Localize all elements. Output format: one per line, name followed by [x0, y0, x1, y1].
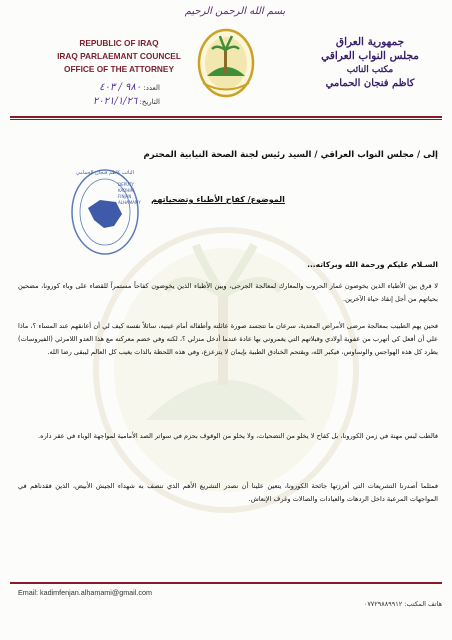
phone-number: ٠٧٧٢٩٨٨٩٩١٢: [363, 600, 403, 608]
letterhead-ar-line-1: جمهورية العراق: [335, 36, 405, 48]
parliament-logo: [197, 28, 255, 98]
email-label: Email:: [18, 588, 38, 597]
stamp-text-en: DEPUTY KADHIM FINJAN ALHAMAMY: [118, 182, 141, 205]
letterhead-en-line-1: REPUBLIC OF IRAQ: [79, 38, 159, 48]
basmala: بسم الله الرحمن الرحيم: [184, 6, 286, 17]
header-divider-thin: [10, 119, 442, 120]
paragraph-4: فمثلما أصدرنا التشريعات التي أفرزتها جائحة الكورونا، يتعين علينا أن نصدر التشريع الأهم الذي تنصف به شهداء الجيش الأبيض، الذين فقدناهم في المواجهات المرعبة داخل الردهات والعيادات والصالات وغرف الإنعاش.: [18, 482, 438, 504]
paragraph-2: فحين يهم الطبيب بمعالجة مرضى الأمراض المعدية، سرعان ما تتجسد صورة عائلته وأطفاله أمام عينيه، سائلاً نفسه كيف لي أن أعانقهم عند المساء ؟، ماذا علي أن أفعل كي أتهرب من عفوية أولادي وقبلاتهم التي يغمروني بها عادة عندما أدخل منزلي ؟، لكنه وفي خضم معركته مع هذا العدو اللامرئي (الفيروسات) يطرد كل هذه الهواجس والوساوس، فيكبر الله، ويقتحم الخنادق الطبية بإيمان لا يتزعزع، وفي هذه اللحظة بالذات يغيب كل العالم ليبقى رضا الله.: [18, 322, 438, 357]
footer-phone: [330, 600, 442, 608]
letterhead-ar-line-3: مكتب النائب: [346, 65, 394, 75]
date-row: [40, 96, 160, 107]
paragraph-3: فالطب ليس مهنة في زمن الكورونا، بل كفاح لا يخلو من التضحيات، ولا يخلو من الوقوف بحزم في سواتر الصد الأمامية لمواجهة الوباء في عقر داره.: [38, 432, 438, 440]
addressee-line: إلى / مجلس النواب العراقي / السيد رئيس لجنة الصحة النيابية المحترم: [143, 150, 438, 160]
date-label: التاريخ:: [139, 98, 160, 106]
english-letterhead: [44, 37, 194, 76]
greeting: السـلام عليكم ورحمة الله وبركاته...: [307, 260, 438, 269]
letterhead-en-line-3: OFFICE OF THE ATTORNEY: [63, 64, 174, 74]
stamp-text-ar: النائب كاظم فنجان الحمامي: [76, 170, 134, 176]
arabic-letterhead: [300, 35, 440, 91]
reference-label: العدد:: [143, 84, 160, 92]
header-divider: [10, 116, 442, 118]
letterhead-en-line-2: IRAQ PARLAEMANT COUNCEL: [57, 51, 181, 61]
subject-line: الموضوع/ كفاح الأطباء وتضحياتهم: [151, 195, 285, 204]
date-value: ٢٠٢١/١/٢٦: [92, 96, 138, 107]
footer-email: [18, 588, 152, 597]
footer-divider: [10, 582, 442, 584]
reference-value: ٩٨٠ / ٤٠٣: [99, 82, 142, 93]
phone-label: هاتف المكتب:: [404, 600, 442, 608]
reference-number-row: [40, 82, 160, 93]
letterhead-ar-line-4: كاظم فنجان الحمامي: [325, 78, 415, 89]
letterhead-ar-line-2: مجلس النواب العراقي: [321, 50, 419, 62]
paragraph-1: لا فرق بين الأطباء الذين يخوضون غمار الحروب والمعارك لمعالجة الجرحى، وبين الأطباء الذين يخوضون كفاحاً مستمراً للقضاء على وباء كورونا، مضحين بحياتهم من أجل إنقاذ حياة الآخرين.: [18, 282, 438, 304]
email-address[interactable]: kadimfenjan.alhamami@gmail.com: [39, 588, 152, 597]
